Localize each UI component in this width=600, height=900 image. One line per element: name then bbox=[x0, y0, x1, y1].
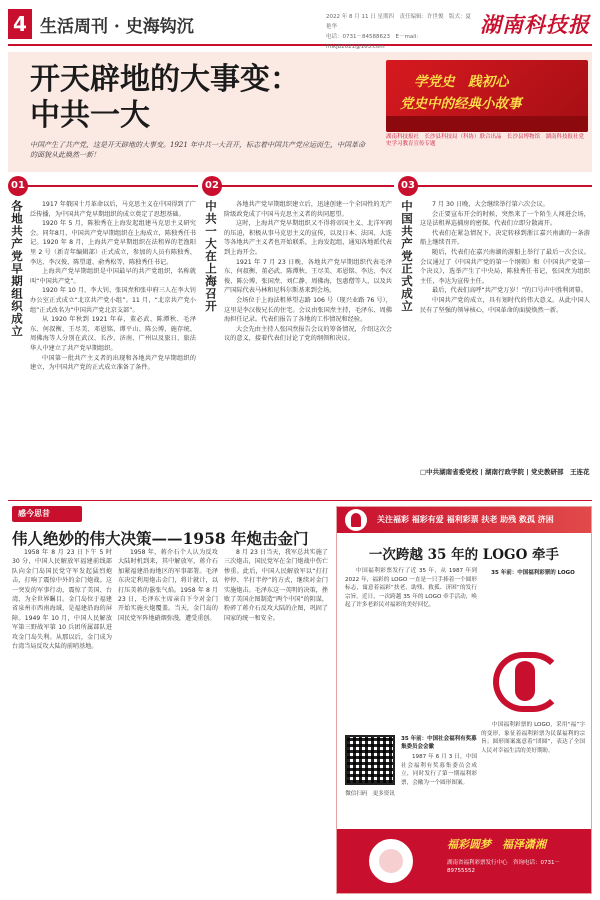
ad-text-2: 中国福利彩票的 LOGO，采用“福”字的变形，象征着福利彩票为民谋福利的宗旨；圆形图案寓意着“团圆”，表达了全国人民对幸福生活的美好期盼。 bbox=[481, 722, 585, 754]
section-03 bbox=[398, 176, 592, 494]
article-title: 伟人绝妙的伟大决策——1958 年炮击金门 bbox=[12, 529, 309, 548]
paragraph: 会正要宣布开会的时候，突然来了一个陌生人闯进会场，这是法租界巡捕房的密探。代表们立即分散离开。 bbox=[420, 210, 590, 228]
paragraph: 7 月 30 日晚，大会继续举行第六次会议。 bbox=[432, 201, 549, 208]
ad-text-3: 1987 年 6 月 3 日，中国社会福利有奖募集委员会成立，同时发行了第一期福利彩票，会徽为一个圆形图案。 bbox=[401, 754, 477, 786]
ad-text-1: 中国福利彩票发行了近 35 年，从 1987 年到 2022 年，福彩的 LOGO 一直是一只手捧着一个圆形标志，寓意着福彩“扶老、助残、救孤、济困”的发行宗旨。近日，一次跨越 35 年的 LOGO 牵手活动，唤起了许多老彩民对福彩的美好回忆。 bbox=[345, 568, 477, 609]
headline-title-line1: 开天辟地的大事变： bbox=[30, 62, 300, 97]
headline-title bbox=[30, 62, 300, 134]
section-rule bbox=[220, 185, 394, 187]
section-badge: 01 bbox=[8, 176, 28, 196]
ad-header-text: 关注福彩 福彩有爱 福利彩票 扶老 助残 救孤 济困 bbox=[377, 515, 554, 524]
logo-figure-shape bbox=[515, 661, 535, 701]
section-badge: 02 bbox=[202, 176, 222, 196]
masthead-info-line2: 电话：0731－84588623 E－mail：hnkjb2021@163.com bbox=[326, 34, 422, 50]
paragraph: 这时，上海共产党早期组织又不得将帝国主义、北洋军阀的压迫，积极从事马克思主义的宣传，以及日本、法国、大连等各地共产主义者也开始联系，上海发起组，通知各地派代表到上海开会。 bbox=[224, 220, 392, 256]
paragraph: 中国共产党的成立，具有划时代的伟大意义。从此中国人民有了坚强的领导核心，中国革命的面貌焕然一新。 bbox=[420, 296, 590, 314]
paragraph: 1920 年 5 月，陈独秀在上海发起组建马克思主义研究会。同年8月，中国共产党早期组织在上海成立，陈独秀任书记。1920 年 8 月，上海共产党早期组织在法租界的老渔阳里 2 号（新青年编辑部）正式成立，参加的人员有陈独秀、李达、李汉俊、陈望道、俞秀松等，陈独秀任书记。 bbox=[30, 220, 196, 266]
article-column-2: 1958 年，蒋介石个人认为反攻大陆时机到来，其中解放军，蒋介石加紧福建沿海地区的军事部署。毛泽东决定利用炮击金门，将计就计，以打压美蒋的嚣张气焰。1958 年 8 月 23 日，毛泽东主席亲自下令对金门开始实施火炮覆盖。当天，金门岛的国民党军阵地硝烟弥漫，遭受重创。 bbox=[118, 549, 218, 622]
logo-caption-old: 35 年前：中国社会福利有奖募集委员会会徽 bbox=[401, 736, 477, 750]
paragraph: 会场位于上海法租界望志路 106 号（现兴业路 76 号），这里是李汉俊兄长的住宅。会议由张国焘主持，毛泽东、周佛海担任记录。代表们报告了各地的工作情况和经验。 bbox=[224, 296, 392, 324]
paragraph: 大会先由主持人张国焘报告会议的筹备情况，介绍这次会议的意义，接着代表们讨论了党的纲领和决议。 bbox=[224, 325, 392, 343]
banner-line1: 学党史 践初心 bbox=[414, 74, 509, 90]
headline-intro: 中国产生了共产党，这是开天辟地的大事变。1921 年中共一大召开，标志着中国共产党应运而生，中国革命的面貌从此焕然一新！ bbox=[30, 141, 366, 159]
section-vertical-title: 中国共产党正式成立 bbox=[400, 200, 414, 313]
section-name: 生活周刊 · 史海钩沉 bbox=[40, 17, 194, 37]
masthead bbox=[8, 6, 592, 50]
masthead-info-line1: 2022 年 8 月 11 日 星期四 责任编辑：许世俊 版式：夏艳华 bbox=[326, 14, 471, 30]
headline-title-line2: 中共一大 bbox=[30, 98, 150, 133]
logo-caption-new: 35 年前：中国福利彩票的 LOGO bbox=[491, 570, 575, 576]
paragraph: 上海共产党早期组织是中国最早的共产党组织，名称就叫“中国共产党”。 bbox=[30, 268, 196, 285]
page-number: 4 bbox=[8, 9, 32, 39]
wechat-qr-code[interactable] bbox=[345, 735, 395, 785]
banner-wave-decoration bbox=[386, 116, 588, 132]
welfare-lottery-logo-icon bbox=[483, 647, 573, 717]
section-rule bbox=[416, 185, 592, 187]
section-body bbox=[224, 200, 392, 494]
kicker-label: 感今思昔 bbox=[12, 506, 82, 522]
section-body bbox=[420, 200, 590, 464]
paragraph: 1921 年 7 月 23 日晚，各地共产党早期组织代表毛泽东、何叔衡、董必武、陈潭秋、王尽美、邓恩铭、李达、李汉俊、陈公博、张国焘、刘仁静、周佛海，包惠僧等人，以及共产国际代表马林和尼科尔斯基来到会场。 bbox=[224, 258, 392, 295]
article-column-1: 1958 年 8 月 23 日下午 5 时 30 分，中国人民解放军福建前线部队向金门岛国民党守军发起猛烈炮击，打响了震惊中外的金门炮战。这一突发的军事行动，震惊了美国、台湾，为全世界瞩目。金门岛位于福建省泉州市西南海域，是福建沿海的屏障。1949 年 10 月，中国人民解放军第三野战军第 10 兵团所属部队进攻金门岛失利。从那以后，金门成为台湾当局反攻大陆的前哨基地。 bbox=[12, 549, 112, 651]
paragraph: 中国第一批共产主义者的出现和各地共产党早期组织的建立，为中国共产党的正式成立准备了条件。 bbox=[30, 354, 196, 372]
ad-title: 一次跨越 35 年的 LOGO 牵手 bbox=[368, 547, 560, 563]
lottery-advertisement bbox=[336, 506, 592, 894]
paragraph: 从 1920 年秋到 1921 年春，董必武、陈潭秋、毛泽东、何叔衡、王尽美、邓恩铭、谭平山、陈公博、施存统、周佛海等人分别在武汉、长沙、济南、广州以及旅日、旅法华人中建立了共产党早期组织。 bbox=[30, 316, 196, 352]
section-vertical-title: 中共一大在上海召开 bbox=[204, 200, 218, 313]
old-emblem-icon bbox=[365, 835, 417, 887]
paragraph: 各地共产党早期组织建立后，迅速创建一个全国性的无产阶级政党成了中国马克思主义者的共同愿望。 bbox=[224, 201, 392, 218]
ad-header bbox=[337, 507, 591, 533]
ad-bottom-banner bbox=[337, 829, 591, 893]
paragraph: 1917 年俄国十月革命以后，马克思主义在中国得到了广泛传播，为中国共产党早期组织的成立奠定了思想基础。 bbox=[30, 201, 196, 218]
series-banner bbox=[386, 60, 588, 132]
paragraph: 代表们在紧急情况下，决定转移到浙江嘉兴南湖的一条游船上继续召开。 bbox=[420, 229, 590, 247]
newspaper-brand: 湖南科技报 bbox=[480, 12, 590, 37]
section-rule bbox=[26, 185, 198, 187]
banner-line2: 党史中的经典小故事 bbox=[400, 96, 522, 112]
banner-sponsor: 湖南科技报社 长沙县科技局（科协）联合出品 长沙县博物馆 湖南科技报社党史学习教育宣传专题 bbox=[386, 134, 585, 147]
qr-caption: 微信扫码 更多资讯 bbox=[345, 791, 395, 797]
paragraph: 随后，代表们在嘉兴南湖的游船上举行了最后一次会议。会议通过了《中国共产党的第一个纲领》和《中国共产党第一个决议》，选举产生了中央局，陈独秀任书记，张国焘为组织主任，李达为宣传主任。 bbox=[420, 248, 590, 285]
paragraph: 1920 年 10 月，李大钊、张国焘和张申府三人在李大钊办公室正式成立“北京共产党小组”。11 月，“北京共产党小组”正式改名为“中国共产党北京支部”。 bbox=[30, 287, 196, 314]
section-01 bbox=[8, 176, 198, 494]
welfare-lottery-logo-icon bbox=[345, 509, 367, 531]
section-badge: 03 bbox=[398, 176, 418, 196]
masthead-info bbox=[326, 12, 476, 52]
article-column-3: 8 月 23 日当天，我军总共实施了三次炮击，国民党军在金门炮战中伤亡惨重。此后，中国人民解放军以“打打停停、半打半停”的方式，继续对金门实施炮击。毛泽东这一英明的决策，挫败了美国企图制造“两个中国”的阴谋，粉碎了蒋介石反攻大陆的企图，巩固了国家的统一和安全。 bbox=[224, 549, 328, 622]
section-divider bbox=[8, 500, 592, 501]
headline-block bbox=[8, 52, 592, 172]
section-vertical-title: 各地共产党早期组织成立 bbox=[10, 200, 24, 338]
section-02 bbox=[202, 176, 394, 494]
ad-slogan: 福彩圆梦 福泽潇湘 bbox=[447, 838, 546, 851]
article-author: □中共湖南省委党校 | 湖南行政学院 | 党史教研部 王连花 bbox=[420, 468, 590, 476]
section-body bbox=[30, 200, 196, 494]
paragraph: 最后，代表们高呼“共产党万岁！”的口号声中胜利闭幕。 bbox=[432, 287, 587, 295]
ad-footer: 湖南省福利彩票发行中心 咨询电话：0731－89755552 bbox=[447, 860, 560, 874]
